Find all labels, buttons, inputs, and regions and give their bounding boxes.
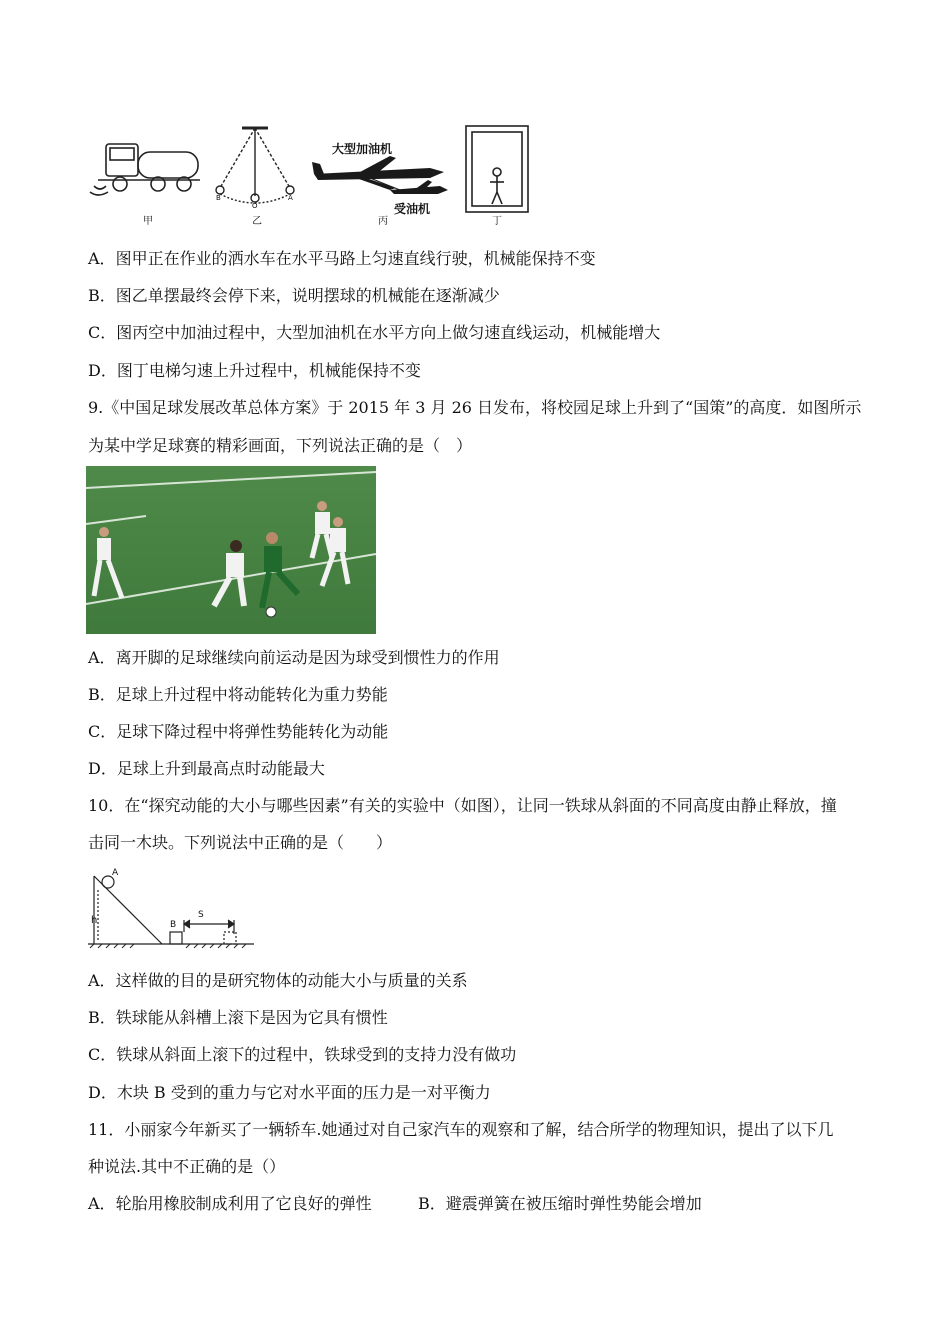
q8-option-c [88,323,660,343]
q10-option-b-letter: B． [88,1008,116,1027]
q9-option-b-text: 足球上升过程中将动能转化为重力势能 [115,685,388,704]
diagram-label-b: B [170,920,177,930]
caption-bing: 丙 [378,216,388,227]
q11-stem-line1: 11．小丽家今年新买了一辆轿车.她通过对自己家汽车的观察和了解，结合所学的物理知识，提出了以下几 [88,1120,834,1139]
label-big-tanker: 大型加油机 [332,142,393,156]
incline-experiment-diagram [88,868,258,952]
football [266,607,276,617]
q9-option-d-text: 足球上升到最高点时动能最大 [116,759,325,778]
q11-stem-line2: 种说法.其中不正确的是（） [88,1157,286,1176]
q11-option-b-text: 避震弹簧在被压缩时弹性势能会增加 [445,1194,702,1213]
elevator-illustration [462,124,532,216]
caption-jia: 甲 [143,216,153,227]
q10-stem-line1: 10．在“探究动能的大小与哪些因素”有关的实验中（如图），让同一铁球从斜面的不同高度由静止释放，撞 [88,796,837,815]
q8-option-a-text: 图甲正在作业的洒水车在水平马路上匀速直线行驶，机械能保持不变 [115,249,596,268]
q9-stem-line2: 为某中学足球赛的精彩画面，下列说法正确的是（ ） [88,436,473,455]
q10-option-a [88,971,468,991]
q10-option-b [88,1008,388,1028]
q9-option-b-letter: B． [88,685,116,704]
q11-option-a [88,1194,372,1214]
q10-option-d [88,1083,491,1103]
q9-option-b [88,685,388,705]
q10-option-a-text: 这样做的目的是研究物体的动能大小与质量的关系 [115,971,468,990]
q10-option-a-letter: A． [88,971,116,990]
q8-option-a [88,249,596,269]
q11-option-a-letter: A． [88,1194,116,1213]
q8-option-b-letter: B． [88,286,116,305]
diagram-label-s: S [198,910,204,920]
q8-option-d-text: 图丁电梯匀速上升过程中，机械能保持不变 [116,361,421,380]
q10-stem-line2: 击同一木块。下列说法中正确的是（ ） [88,833,393,852]
q10-option-d-text: 木块 B 受到的重力与它对水平面的压力是一对平衡力 [116,1083,491,1102]
pendulum-point-b: B [216,194,221,202]
football-match-photo [86,466,376,634]
q10-option-c-text: 铁球从斜面上滚下的过程中，铁球受到的支持力没有做功 [116,1045,517,1064]
q9-stem-line1: 9.《中国足球发展改革总体方案》于 2015 年 3 月 26 日发布，将校园足球上升到了“国策”的高度．如图所示 [88,398,862,417]
q11-option-b [418,1194,702,1214]
q8-option-a-letter: A． [88,249,116,268]
q10-option-b-text: 铁球能从斜槽上滚下是因为它具有惯性 [115,1008,388,1027]
q8-option-b [88,286,500,306]
pendulum-point-a: A [288,194,293,202]
q8-option-d-letter: D． [88,361,117,380]
q8-option-c-text: 图丙空中加油过程中，大型加油机在水平方向上做匀速直线运动，机械能增大 [116,323,661,342]
sprinkler-truck-illustration [88,128,208,218]
caption-yi: 乙 [252,216,262,227]
q8-option-b-text: 图乙单摆最终会停下来，说明摆球的机械能在逐渐减少 [115,286,500,305]
q10-option-d-letter: D． [88,1083,117,1102]
q11-option-a-text: 轮胎用橡胶制成利用了它良好的弹性 [115,1194,372,1213]
q9-option-c-letter: C． [88,722,117,741]
q9-option-a-text: 离开脚的足球继续向前运动是因为球受到惯性力的作用 [115,648,500,667]
q9-option-a-letter: A． [88,648,116,667]
label-receiver-plane: 受油机 [394,202,431,216]
q11-option-b-letter: B． [418,1194,446,1213]
q9-option-d [88,759,325,779]
q8-option-c-letter: C． [88,323,117,342]
caption-ding: 丁 [492,216,502,227]
q9-option-a [88,648,500,668]
pendulum-point-o: O [252,202,258,210]
q8-option-d [88,361,421,381]
diagram-label-h: h [91,915,98,926]
q9-option-c-text: 足球下降过程中将弹性势能转化为动能 [116,722,389,741]
q10-option-c [88,1045,516,1065]
q9-option-c [88,722,388,742]
q9-option-d-letter: D． [88,759,117,778]
figure-top [88,120,538,230]
q10-option-c-letter: C． [88,1045,117,1064]
diagram-label-a: A [112,868,119,878]
